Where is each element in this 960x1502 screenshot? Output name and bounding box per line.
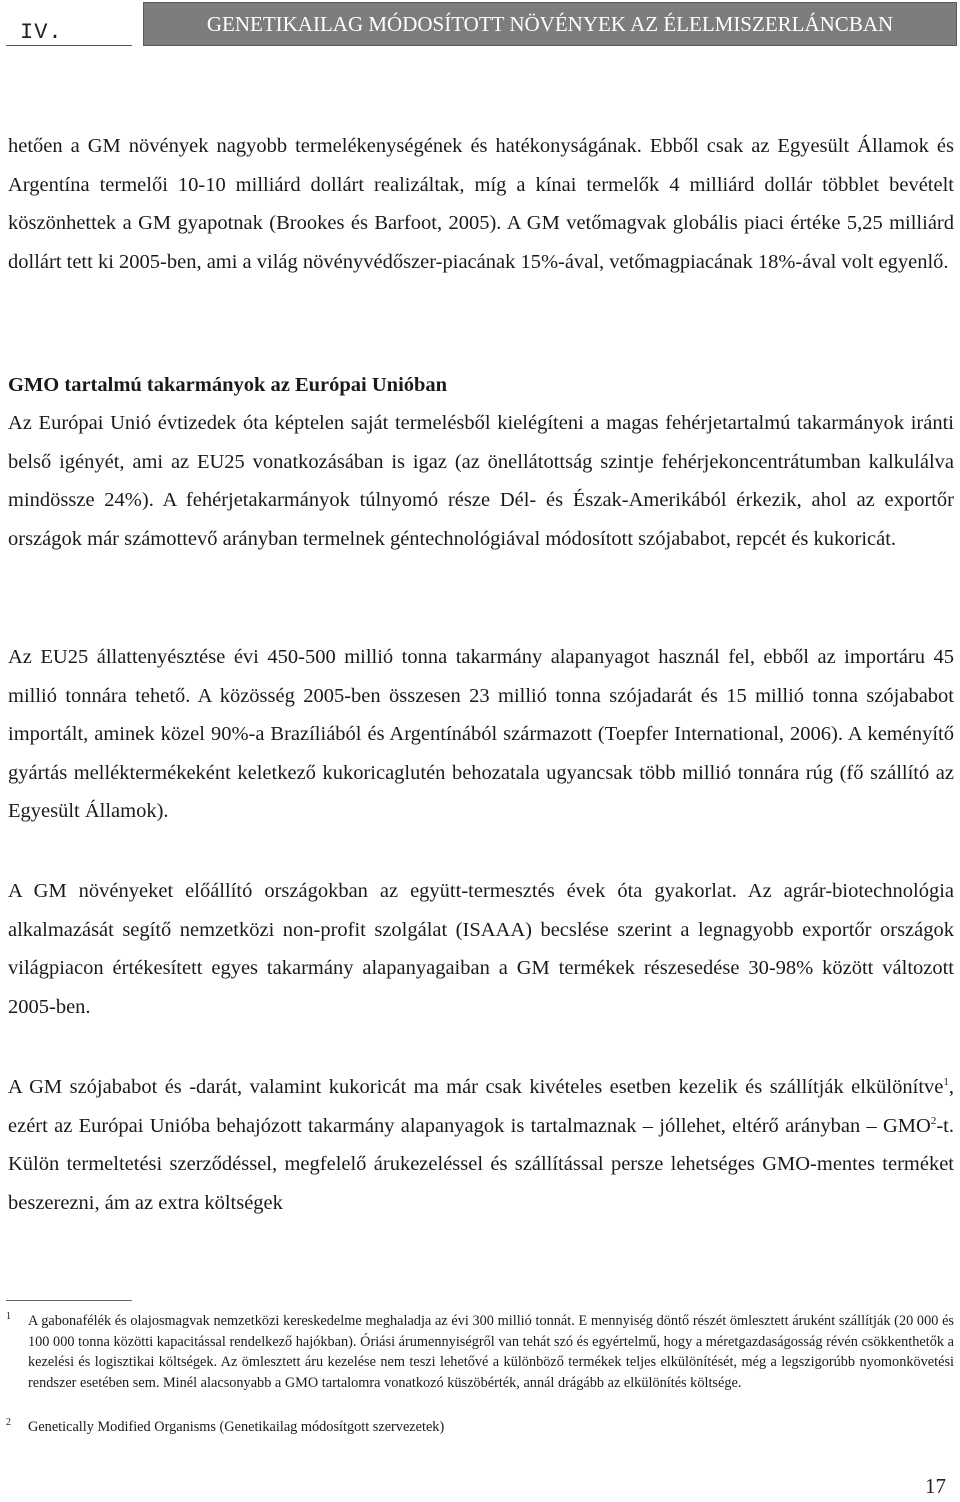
paragraph-eu25-import: Az EU25 állattenyésztése évi 450-500 millió tonna takarmány alapanyagot használ fel, ebből az importáru 45 millió tonnára tehető. A közösség 2005-ben összesen 23 millió tonna szójadarát és 15 millió tonna szójababot importált, aminek közel 90%-a Brazíliából és Argentínából származott (Toepfer International, 2006). A keményítő gyártás melléktermékeként keletkező kukoricaglutén behozatala ugyancsak több millió tonnára rúg (fő szállító az Egyesült Államok). <box>8 646 954 823</box>
chapter-underline <box>6 45 132 46</box>
footnote-ref-2: 2 <box>930 1114 937 1127</box>
footnote-number: 1 <box>6 1311 11 1322</box>
footnote-2 <box>6 1417 954 1438</box>
paragraph-gm-soy <box>8 1068 954 1222</box>
paragraph-gm-soy-part1: A GM szójababot és -darát, valamint kukoricát ma már csak kivételes esetben kezelik és szállítják elkülönítve <box>8 1076 944 1098</box>
page-number: 17 <box>925 1474 946 1498</box>
footnote-divider <box>6 1300 132 1301</box>
paragraph-gm-soy-part2: , ezért az Európai Unióba behajózott takarmány alapanyagok is tartalmaznak – jóllehet, eltérő arányban – GMO <box>8 1076 954 1137</box>
footnote-ref-1: 1 <box>943 1076 949 1089</box>
paragraph-coexistence: A GM növényeket előállító országokban az együtt-termesztés évek óta gyakorlat. Az agrár-biotechnológia alkalmazását segítő nemzetközi non-profit szolgálat (ISAAA) becslése szerint a legnagyobb exportőr országok világpiacon értékesített egyes takarmány alapanyagaiban a GM termékek részesedése 30-98% között változott 2005-ben. <box>8 880 954 1018</box>
footnote-text: A gabonafélék és olajosmagvak nemzetközi kereskedelme meghaladja az évi 300 millió tonnát. E mennyiség döntő részét ömlesztett áruként szállítják (20 000 és 100 000 tonna közötti kapacitással rendelkező hajókban). Óriási árumennyiségről van tehát szó és egyértelmű, hogy a méretgazdaságosság révén csökkenthetők a kezelési és logisztikai költségek. Az ömlesztett áru kezelése nem teszi lehetővé a különböző termékek teljes elkülönítését, még a legszigorúbb nyomonkövetési rendszer esetében sem. Minél alacsonyabb a GMO tartalomra vonatkozó küszöbérték, annál drágább az elkülönítés költsége. <box>28 1313 954 1392</box>
paragraph-eu-feed: Az Európai Unió évtizedek óta képtelen saját termelésből kielégíteni a magas fehérjetartalmú takarmányok iránti belső igényét, ami az EU25 vonatkozásában is igaz (az önellátottság szintje fehérjekoncentrátumban kalkulálva mindössze 24%). A fehérjetakarmányok túlnyomó része Dél- és Észak-Amerikából érkezik, ahol az exportőr országok már számottevő arányban termelnek géntechnológiával módosított szójababot, repcét és kukoricát. <box>8 412 954 550</box>
footnote-1 <box>6 1311 954 1394</box>
footnote-number: 2 <box>6 1417 11 1428</box>
page-header <box>0 0 960 50</box>
footnote-text: Genetically Modified Organisms (Genetikailag módosítgott szervezetek) <box>28 1419 445 1435</box>
chapter-number: IV. <box>20 20 63 45</box>
chapter-title-banner: GENETIKAILAG MÓDOSÍTOTT NÖVÉNYEK AZ ÉLELMISZERLÁNCBAN <box>143 2 957 46</box>
section-heading: GMO tartalmú takarmányok az Európai Unióban <box>8 374 448 396</box>
paragraph-gm-soy-part3: -t. Külön termeltetési szerződéssel, megfelelő árukezeléssel és szállítással persze lehetséges GMO-mentes terméket beszerezni, ám az extra költségek <box>8 1114 954 1214</box>
paragraph-intro: hetően a GM növények nagyobb termelékenységének és hatékonyságának. Ebből csak az Egyesült Államok és Argentína termelői 10-10 milliárd dollárt realizáltak, míg a kínai termelők 4 milliárd dollár többlet bevételt köszönhettek a GM gyapotnak (Brookes és Barfoot, 2005). A GM vetőmagvak globális piaci értéke 5,25 milliárd dollárt tett ki 2005-ben, ami a világ növényvédőszer-piacának 15%-ával, vetőmagpiacának 18%-ával volt egyenlő. <box>8 135 954 273</box>
